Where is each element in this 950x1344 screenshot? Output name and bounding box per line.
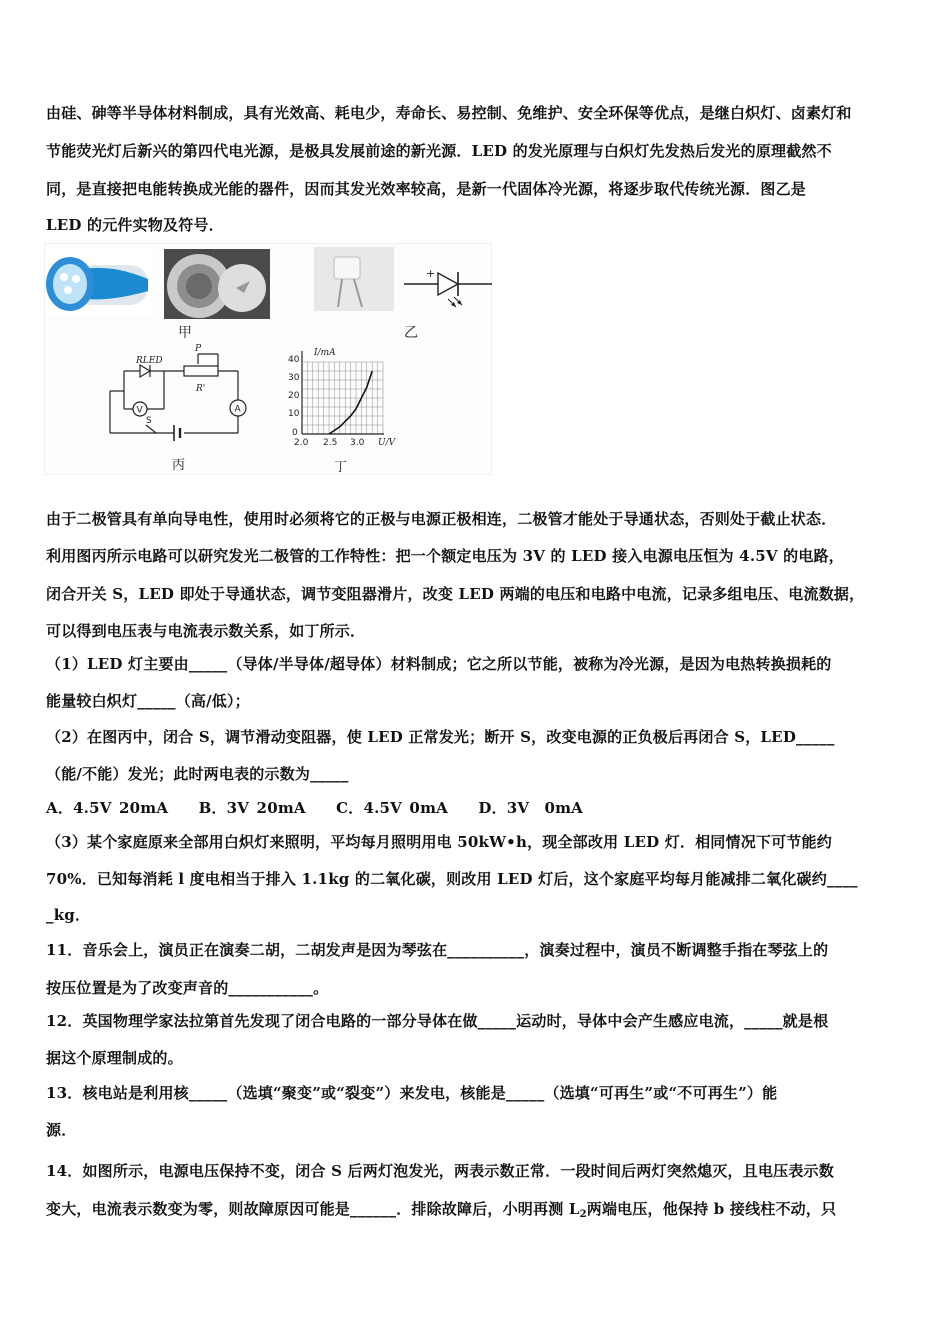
y-tick-40: 40	[288, 355, 300, 365]
led-component-photo	[314, 247, 394, 311]
intro-line-4: LED 的元件实物及符号．	[46, 216, 224, 234]
graph-y-label: I/mA	[314, 348, 336, 358]
subscript-2: 2	[579, 1209, 587, 1220]
x-tick-2-0: 2.0	[294, 438, 309, 448]
graph-x-label: U/V	[378, 438, 396, 448]
x-tick-3-0: 3.0	[350, 438, 365, 448]
question-14-line-1: 14．如图所示，电源电压保持不变，闭合 S 后两灯泡发光，两表示数正常．一段时间后两灯突然熄灭，且电压表示数	[46, 1162, 834, 1180]
question-12-line-1: 12．英国物理学家法拉第首先发现了闭合电路的一部分导体在做_____运动时，导体中会产生感应电流，_____就是根	[46, 1012, 829, 1030]
intro-line-1: 由硅、砷等半导体材料制成，具有光效高、耗电少，寿命长、易控制、免维护、安全环保等优点，是继白炽灯、卤素灯和	[46, 104, 852, 122]
question-2-line-1: （2）在图丙中，闭合 S，调节滑动变阻器，使 LED 正常发光；断开 S，改变电源的正负极后再闭合 S，LED_____	[46, 728, 835, 746]
question-2-options: A．4.5V 20mA B．3V 20mA C．4.5V 0mA D．3V 0mA	[46, 799, 584, 817]
label-jia: 甲	[178, 325, 192, 341]
body-line-4: 可以得到电压表与电流表示数关系，如丁所示．	[46, 622, 366, 640]
label-yi: 乙	[404, 325, 418, 341]
question-14-text-a: 变大，电流表示数变为零，则故障原因可能是______．排除故障后，小明再测 L	[46, 1200, 580, 1218]
y-tick-0: 0	[292, 428, 298, 438]
label-r-prime: R'	[196, 384, 206, 394]
label-r-led: RLED	[136, 356, 163, 366]
label-slider-p: P	[195, 344, 202, 354]
led-plus-sign: +	[426, 267, 436, 280]
question-3-line-3: _kg．	[46, 906, 91, 924]
question-13-line-1: 13．核电站是利用核_____（选填“聚变”或“裂变”）来发电，核能是_____（选填“可再生”或“不可再生”）能	[46, 1084, 778, 1102]
voltmeter-label: V	[136, 405, 143, 416]
body-line-1: 由于二极管具有单向导电性，使用时必须将它的正极与电源正极相连，二极管才能处于导通状态，否则处于截止状态．	[46, 510, 837, 528]
label-bing: 丙	[172, 458, 186, 473]
led-lamp-photo	[164, 249, 270, 319]
question-14-text-b: 两端电压，他保持 b 接线柱不动，只	[586, 1200, 837, 1218]
led-figure	[44, 243, 492, 475]
intro-line-3: 同，是直接把电能转换成光能的器件，因而其发光效率较高，是新一代固体冷光源，将逐步取代传统光源．图乙是	[46, 180, 807, 198]
body-line-3: 闭合开关 S，LED 即处于导通状态，调节变阻器滑片，改变 LED 两端的电压和电路中电流，记录多组电压、电流数据，	[46, 585, 865, 603]
question-3-line-2: 70%．已知每消耗 l 度电相当于排入 1.1kg 的二氧化碳，则改用 LED 灯后，这个家庭平均每月能减排二氧化碳约____	[46, 870, 858, 888]
flashlight-photo	[46, 249, 152, 317]
intro-line-2: 节能荧光灯后新兴的第四代电光源，是极具发展前途的新光源．LED 的发光原理与白炽灯先发热后发光的原理截然不	[46, 142, 832, 160]
question-12-line-2: 据这个原理制成的。	[46, 1049, 183, 1067]
question-1-line-2: 能量较白炽灯_____（高/低）；	[46, 692, 250, 710]
y-tick-30: 30	[288, 373, 300, 383]
y-tick-10: 10	[288, 409, 300, 419]
y-tick-20: 20	[288, 391, 300, 401]
x-tick-2-5: 2.5	[323, 438, 338, 448]
switch-label: S	[146, 416, 152, 426]
question-3-line-1: （3）某个家庭原来全部用白炽灯来照明，平均每月照明用电 50kW•h，现全部改用 LED 灯．相同情况下可节能约	[46, 833, 832, 851]
question-1-line-1: （1）LED 灯主要由_____（导体/半导体/超导体）材料制成；它之所以节能，被称为冷光源，是因为电热转换损耗的	[46, 655, 832, 673]
question-11-line-1: 11．音乐会上，演员正在演奏二胡，二胡发声是因为琴弦在__________，演奏过程中，演员不断调整手指在琴弦上的	[46, 941, 829, 959]
question-11-line-2: 按压位置是为了改变声音的___________。	[46, 979, 329, 997]
question-2-line-2: （能/不能）发光；此时两电表的示数为_____	[46, 765, 349, 783]
question-13-line-2: 源．	[46, 1121, 77, 1139]
question-14-line-2	[46, 1198, 836, 1220]
body-line-2: 利用图丙所示电路可以研究发光二极管的工作特性：把一个额定电压为 3V 的 LED 接入电源电压恒为 4.5V 的电路，	[46, 547, 844, 565]
label-ding: 丁	[334, 460, 348, 475]
ammeter-label: A	[234, 404, 241, 415]
